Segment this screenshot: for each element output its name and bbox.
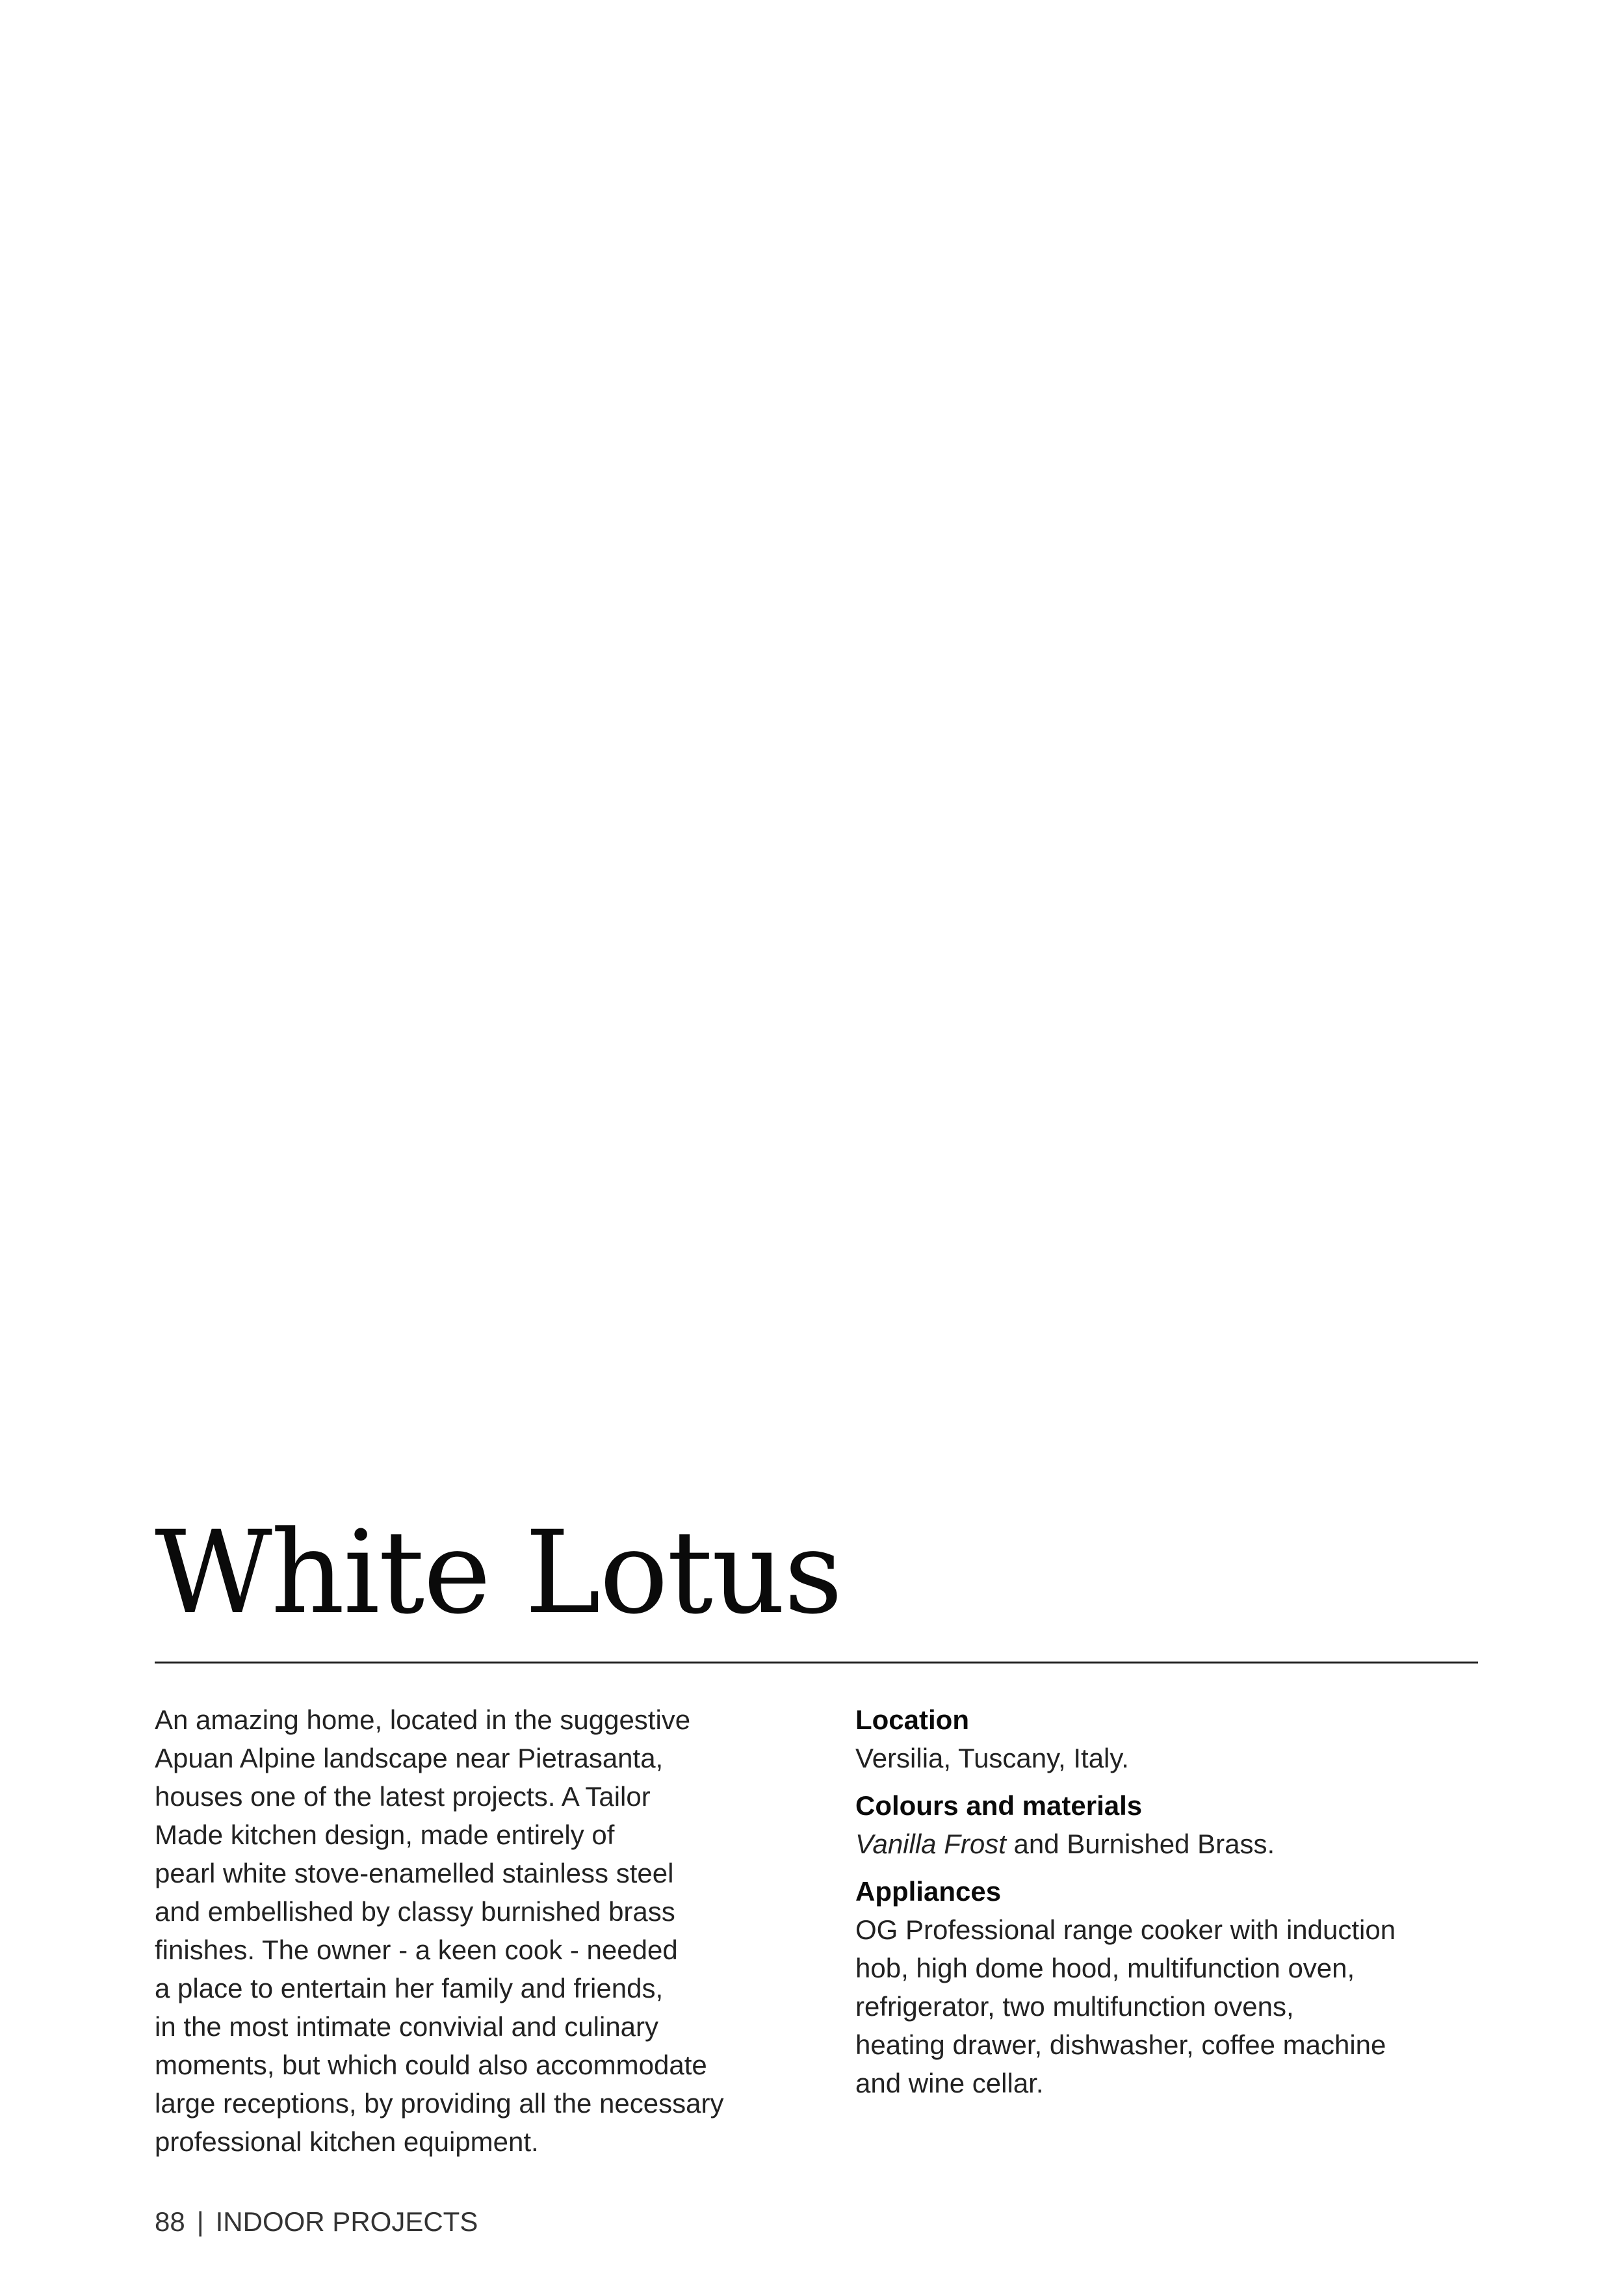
title-divider [155, 1662, 1478, 1663]
description-line: large receptions, by providing all the necessary [155, 2088, 724, 2119]
location-heading: Location [855, 1704, 969, 1735]
footer-section-label: INDOOR PROJECTS [215, 2206, 478, 2237]
project-details [855, 1701, 1479, 2111]
description-line: Apuan Alpine landscape near Pietrasanta, [155, 1743, 664, 1773]
appliances-heading: Appliances [855, 1876, 1002, 1907]
colours-section [855, 1786, 1479, 1863]
appliances-line: heating drawer, dishwasher, coffee machine [855, 2029, 1386, 2060]
description-line: pearl white stove-enamelled stainless steel [155, 1858, 674, 1888]
description-line: houses one of the latest projects. A Tailor [155, 1781, 651, 1812]
description-line: moments, but which could also accommodate [155, 2050, 707, 2080]
appliances-line: refrigerator, two multifunction ovens, [855, 1991, 1294, 2022]
description-line: Made kitchen design, made entirely of [155, 1820, 615, 1850]
colours-heading: Colours and materials [855, 1790, 1143, 1821]
material-text: and Burnished Brass. [1006, 1829, 1275, 1859]
page-number: 88 [155, 2206, 185, 2237]
appliances-line: OG Professional range cooker with induction [855, 1914, 1396, 1945]
colour-name: Vanilla Frost [855, 1829, 1006, 1859]
project-description [155, 1701, 805, 2161]
description-line: in the most intimate convivial and culinary [155, 2011, 659, 2042]
description-line: a place to entertain her family and friends, [155, 1973, 664, 2003]
location-section [855, 1701, 1479, 1777]
description-line: professional kitchen equipment. [155, 2126, 539, 2157]
footer-separator: | [196, 2206, 204, 2237]
colours-value [855, 1825, 1479, 1863]
location-value: Versilia, Tuscany, Italy. [855, 1743, 1129, 1773]
appliances-line: hob, high dome hood, multifunction oven, [855, 1953, 1355, 1983]
description-line: An amazing home, located in the suggestive [155, 1704, 691, 1735]
appliances-line: and wine cellar. [855, 2068, 1044, 2098]
description-line: finishes. The owner - a keen cook - needed [155, 1935, 678, 1965]
appliances-section [855, 1872, 1479, 2102]
page-title: White Lotus [155, 1506, 842, 1639]
page-footer [155, 2204, 478, 2240]
description-line: and embellished by classy burnished brass [155, 1896, 675, 1927]
